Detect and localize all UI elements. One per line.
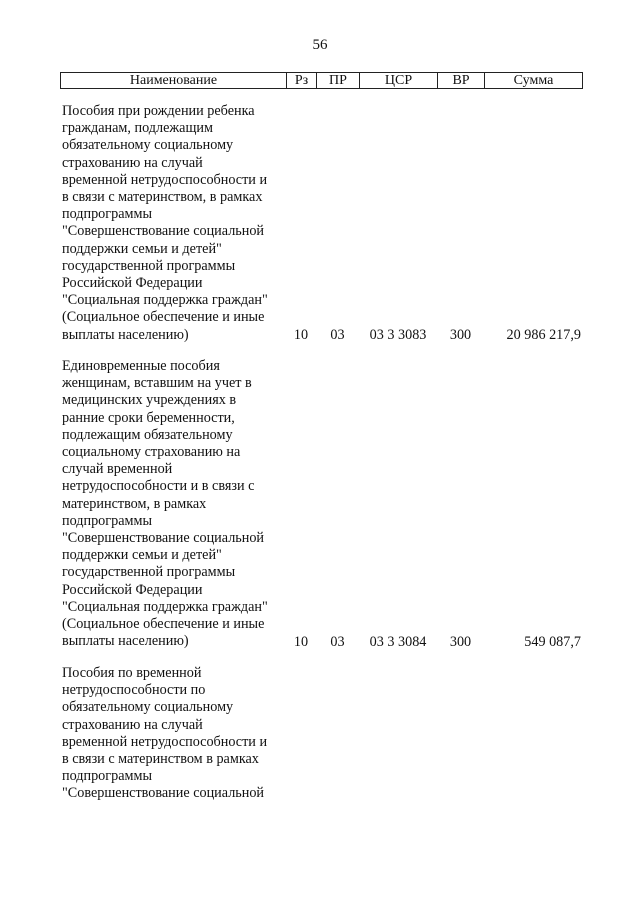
header-csr: ЦСР [360, 73, 438, 88]
row-rz: 10 [293, 326, 309, 343]
row-sum: 20 986 217,9 [506, 326, 581, 343]
row-pr: 03 [330, 633, 345, 650]
header-pr: ПР [317, 73, 360, 88]
row-sum: 549 087,7 [524, 633, 581, 650]
header-name: Наименование [61, 73, 287, 88]
row-name: Пособия по временной нетрудоспособности по обязательному социальному страхованию на случай временной нетрудоспособности и в связи с материнством в рамках подпрограммы "Совершенствование социальной [62, 665, 268, 802]
table-row [60, 665, 583, 805]
row-rz: 10 [293, 633, 309, 650]
row-name: Единовременные пособия женщинам, вставшим на учет в медицинских учреждениях в ранние сроки беременности, подлежащим обязательному социальному страхованию на случай временной нетрудоспособности и в связи с материнством, в рамках подпрограммы "Совершенствование социальной поддержки семьи и детей" государственной программы Российской Федерации "Социальная поддержка граждан" (Социальное обеспечение и иные выплаты населению) [62, 358, 268, 650]
page-number: 56 [312, 37, 328, 53]
table-header [60, 72, 583, 89]
table-row [60, 103, 583, 344]
row-pr: 03 [330, 326, 345, 343]
row-csr: 03 3 3084 [369, 633, 427, 650]
header-sum: Сумма [513, 73, 554, 88]
row-csr: 03 3 3083 [369, 326, 427, 343]
row-vr: 300 [449, 326, 472, 343]
table-row [60, 358, 583, 651]
row-name: Пособия при рождении ребенка гражданам, подлежащим обязательному социальному страхованию на случай временной нетрудоспособности и в связи с материнством, в рамках подпрограммы "Совершенствование социальной поддержки семьи и детей" государственной программы Российской Федерации "Социальная поддержка граждан" (Социальное обеспечение и иные выплаты населению) [62, 103, 268, 343]
header-vr: ВР [438, 73, 485, 88]
header-rz: Рз [287, 73, 317, 88]
row-vr: 300 [449, 633, 472, 650]
